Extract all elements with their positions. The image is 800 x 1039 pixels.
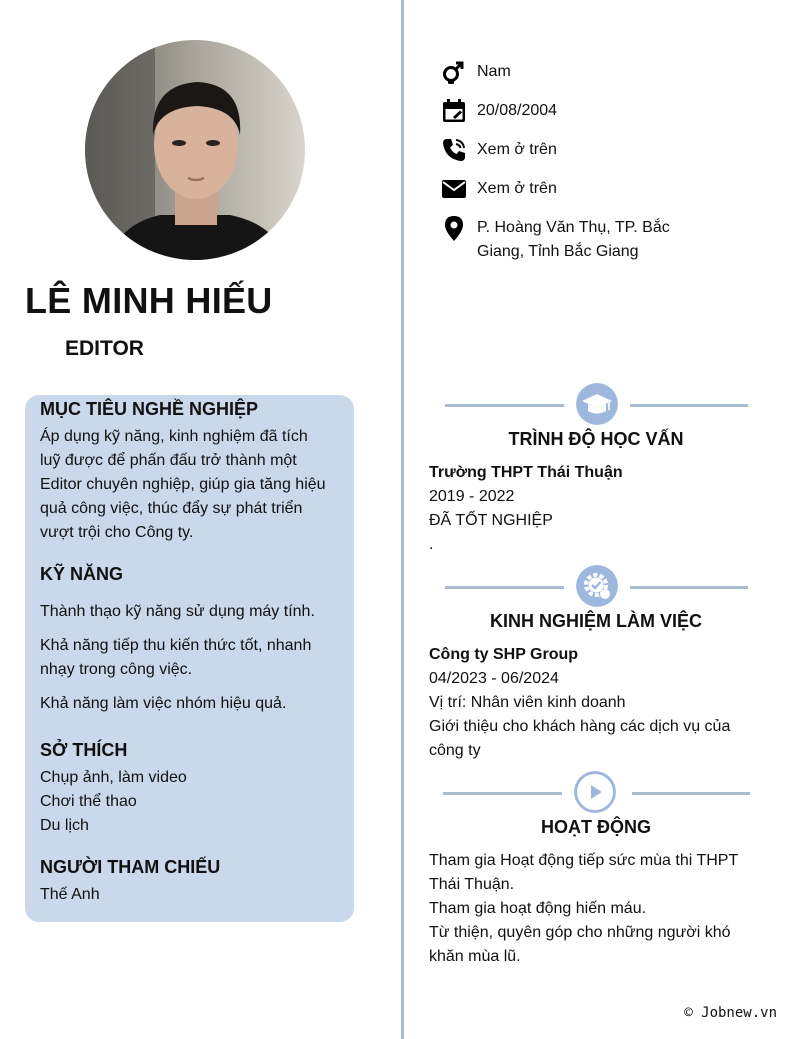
objective-line: Áp dụng kỹ năng, kinh nghiệm đã tích bbox=[40, 428, 308, 445]
address-line-1: P. Hoàng Văn Thụ, TP. Bắc bbox=[477, 219, 670, 236]
experience-description-line: Giới thiệu cho khách hàng các dịch vụ của bbox=[429, 718, 731, 735]
section-rule bbox=[445, 586, 564, 589]
envelope-icon bbox=[441, 176, 467, 202]
birthdate-text: 20/08/2004 bbox=[477, 102, 558, 119]
avatar bbox=[85, 40, 305, 260]
phone-icon bbox=[441, 137, 467, 163]
footer-copyright: © Jobnew.vn bbox=[684, 1005, 777, 1021]
reference-item: Thế Anh bbox=[40, 886, 100, 903]
address-line-2: Giang, Tỉnh Bắc Giang bbox=[477, 243, 639, 260]
phone-text: Xem ở trên bbox=[477, 141, 557, 158]
references-heading: NGƯỜI THAM CHIẾU bbox=[40, 857, 221, 877]
email-text: Xem ở trên bbox=[477, 180, 557, 197]
objective-line: Editor chuyên nghiệp, giúp gia tăng hiệu bbox=[40, 476, 326, 493]
experience-position: Vị trí: Nhân viên kinh doanh bbox=[429, 694, 626, 711]
activity-line: Tham gia hoạt động hiến máu. bbox=[429, 900, 647, 917]
map-pin-icon bbox=[441, 215, 467, 241]
education-note: . bbox=[429, 536, 434, 553]
hobbies-heading: SỞ THÍCH bbox=[40, 740, 128, 760]
education-school: Trường THPT Thái Thuận bbox=[429, 464, 623, 481]
skills-heading: KỸ NĂNG bbox=[40, 564, 124, 584]
skill-item: Thành thạo kỹ năng sử dụng máy tính. bbox=[40, 603, 315, 620]
section-rule bbox=[630, 404, 748, 407]
activity-line: khăn mùa lũ. bbox=[429, 948, 521, 965]
activity-line: Tham gia Hoạt động tiếp sức mùa thi THPT bbox=[429, 852, 739, 869]
column-divider bbox=[401, 0, 404, 1039]
section-rule bbox=[445, 404, 564, 407]
education-status: ĐÃ TỐT NGHIỆP bbox=[429, 512, 553, 529]
gear-check-icon bbox=[576, 565, 618, 607]
gender-text: Nam bbox=[477, 63, 511, 80]
section-rule bbox=[632, 792, 750, 795]
education-period: 2019 - 2022 bbox=[429, 488, 515, 505]
activity-line: Thái Thuận. bbox=[429, 876, 515, 893]
objective-line: vượt trội cho Công ty. bbox=[40, 524, 194, 541]
graduation-cap-icon bbox=[576, 383, 618, 425]
activity-line: Từ thiện, quyên góp cho những người khó bbox=[429, 924, 731, 941]
objective-line: quả công việc, thúc đẩy sự phát triển bbox=[40, 500, 303, 517]
hobby-item: Chụp ảnh, làm video bbox=[40, 769, 187, 786]
experience-period: 04/2023 - 06/2024 bbox=[429, 670, 559, 687]
gender-icon bbox=[441, 59, 467, 85]
skill-item: Khả năng tiếp thu kiến thức tốt, nhanh nhạy trong công việc. bbox=[40, 637, 312, 678]
objective-line: luỹ được để phấn đấu trở thành một bbox=[40, 452, 297, 469]
objective-heading: MỤC TIÊU NGHỀ NGHIỆP bbox=[40, 399, 259, 419]
experience-company: Công ty SHP Group bbox=[429, 646, 579, 663]
activities-heading: HOẠT ĐỘNG bbox=[541, 817, 651, 837]
section-rule bbox=[443, 792, 562, 795]
hobby-item: Chơi thể thao bbox=[40, 793, 137, 810]
play-icon bbox=[574, 771, 616, 813]
section-rule bbox=[630, 586, 748, 589]
experience-description-line: công ty bbox=[429, 742, 481, 759]
skill-item: Khả năng làm việc nhóm hiệu quả. bbox=[40, 695, 287, 712]
job-title: EDITOR bbox=[65, 337, 144, 360]
hobby-item: Du lịch bbox=[40, 817, 89, 834]
calendar-icon bbox=[441, 98, 467, 124]
candidate-name: LÊ MINH HIẾU bbox=[25, 280, 273, 321]
experience-heading: KINH NGHIỆM LÀM VIỆC bbox=[489, 611, 702, 631]
education-heading: TRÌNH ĐỘ HỌC VẤN bbox=[508, 429, 684, 449]
